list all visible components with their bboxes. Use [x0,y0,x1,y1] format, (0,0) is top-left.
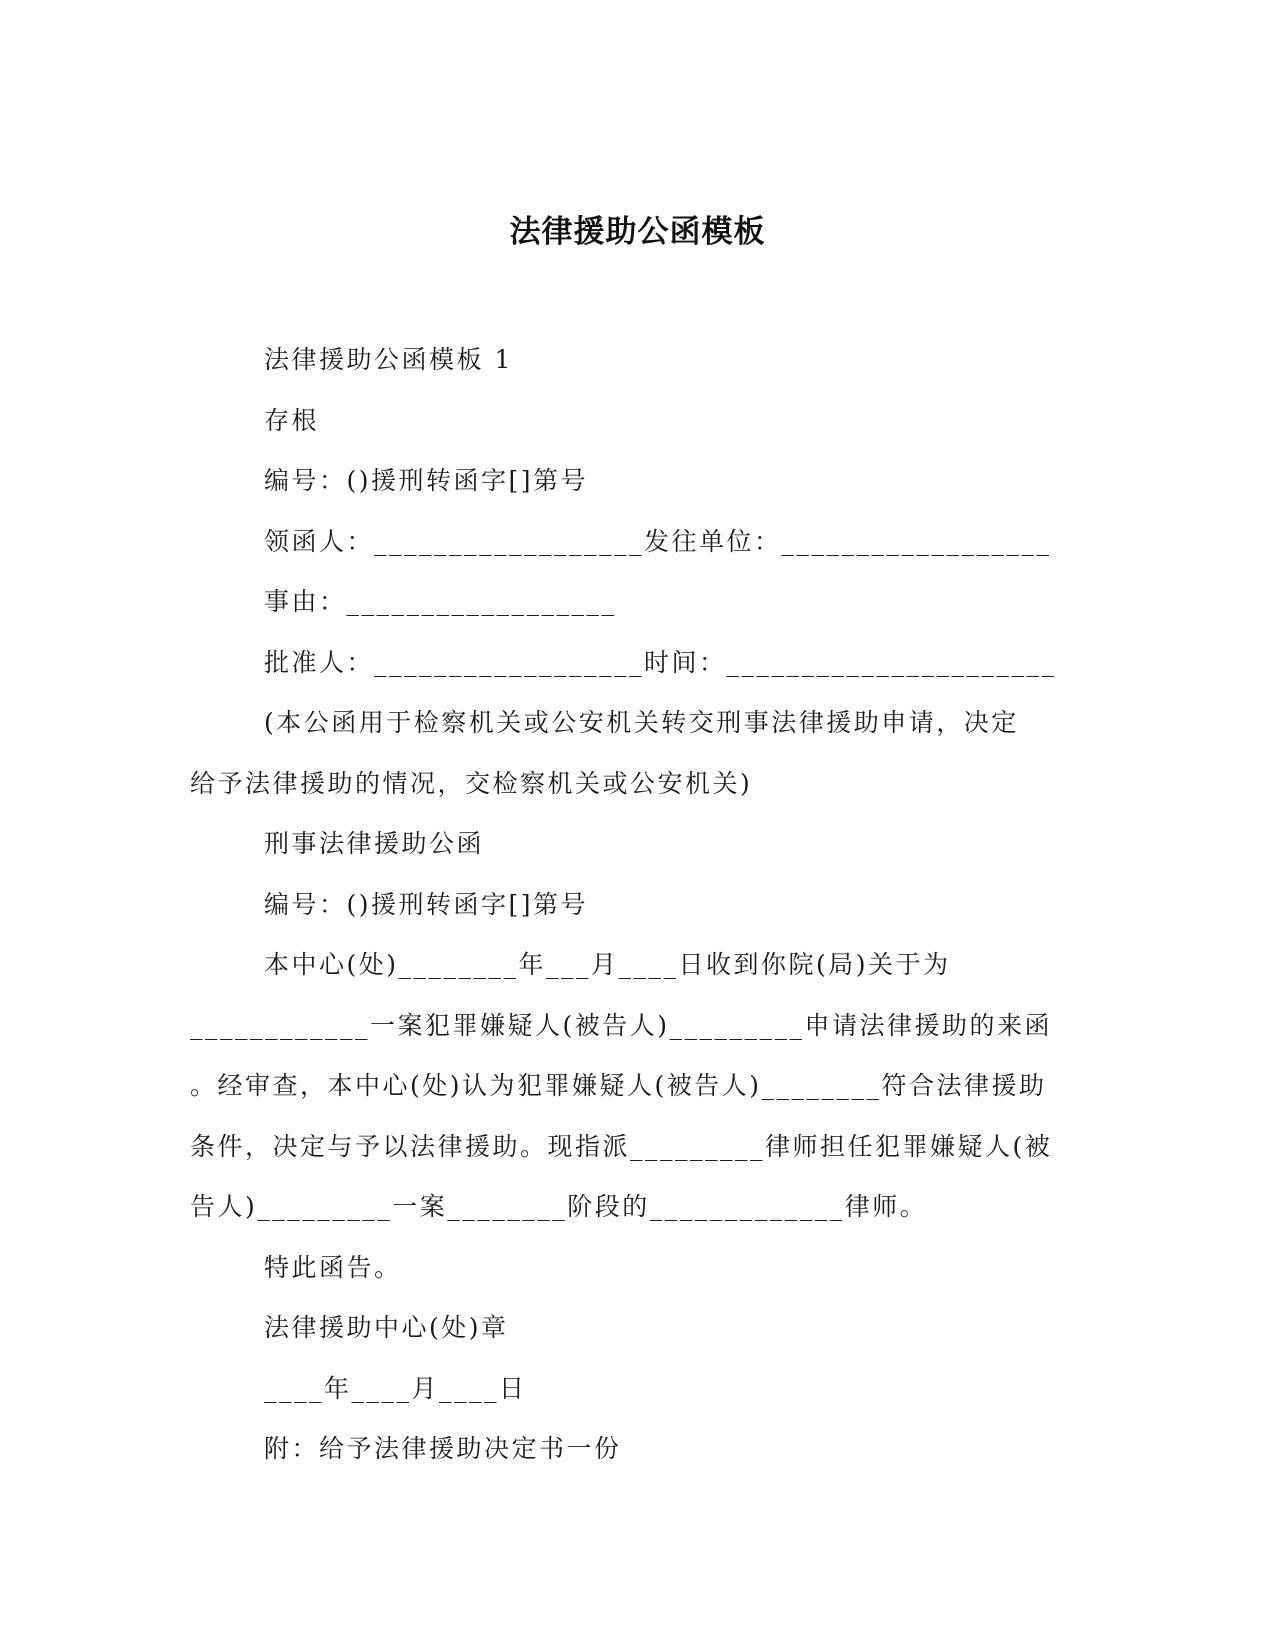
attachment-line: 附：给予法律援助决定书一份 [264,1434,622,1463]
document-title: 法律援助公函模板 [509,214,766,250]
stub-label: 存根 [264,405,320,435]
stub-number-line: 编号：()援刑转函字[]第号 [264,466,589,495]
letter-number-line: 编号：()援刑转函字[]第号 [264,889,589,919]
template-heading: 法律援助公函模板 1 [264,345,513,374]
seal-line: 法律援助中心(处)章 [264,1313,509,1342]
usage-note-line-1: (本公函用于检察机关或公安机关转交刑事法律援助申请，决定 [264,708,1019,737]
recipient-unit-line: 领函人：__________________发往单位：__________________ [264,526,1052,556]
usage-note-line-2: 给予法律援助的情况，交检察机关或公安机关) [190,768,753,798]
letter-body-line-4: 条件，决定与予以法律援助。现指派_________律师担任犯罪嫌疑人(被 [190,1131,1053,1161]
letter-body-line-1: 本中心(处)________年___月____日收到你院(局)关于为 [264,950,951,979]
letter-body-line-5: 告人)_________一案________阶段的_____________律师。 [190,1192,928,1221]
approver-time-line: 批准人：__________________时间：______________________ [264,647,1057,677]
date-line: ____年____月____日 [264,1373,527,1403]
letter-body-line-3: 。经审查，本中心(处)认为犯罪嫌疑人(被告人)________符合法律援助 [190,1071,1047,1100]
closing-line: 特此函告。 [264,1252,402,1282]
document-body [190,330,1090,1480]
letter-heading: 刑事法律援助公函 [264,829,485,858]
letter-body-line-2: ____________一案犯罪嫌疑人(被告人)_________申请法律援助的来函 [190,1010,1053,1040]
reason-line: 事由：__________________ [264,587,617,616]
